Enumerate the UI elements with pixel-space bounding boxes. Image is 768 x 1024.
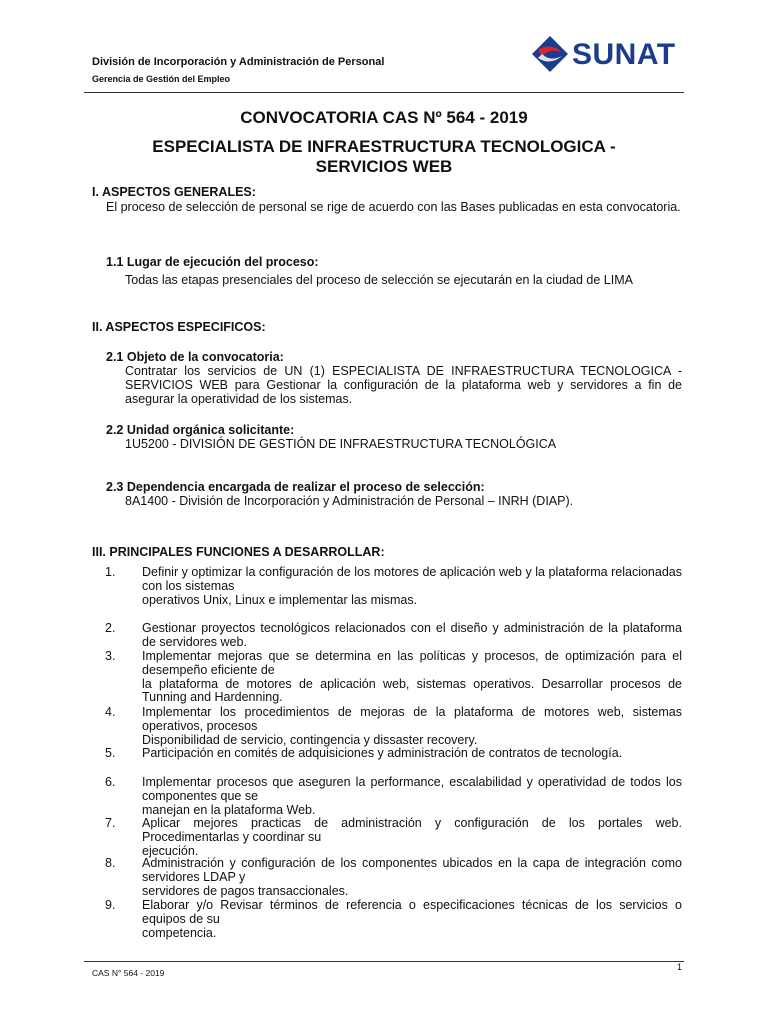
function-text [142,650,682,705]
function-number: 2. [105,621,116,635]
function-line: Implementar mejoras que se determina en las políticas y procesos, de optimización para el desempeño eficiente de [142,649,682,677]
function-number: 9. [105,898,116,912]
function-line: Definir y optimizar la configuración de los motores de aplicación web y la plataforma relacionadas con los sistemas [142,565,682,593]
header-divider [84,92,684,93]
function-text [142,622,682,650]
function-number: 4. [105,705,116,719]
function-number: 7. [105,816,116,830]
section-1-1-heading: 1.1 Lugar de ejecución del proceso: [106,255,319,269]
header-division: División de Incorporación y Administración de Personal [92,56,385,68]
function-line: servidores de pagos transaccionales. [142,883,349,898]
function-number: 5. [105,746,116,760]
section-2-2-text: 1U5200 - DIVISIÓN DE GESTIÓN DE INFRAESTRUCTURA TECNOLÓGICA [125,437,557,451]
function-line: Disponibilidad de servicio, contingencia y dissaster recovery. [142,732,478,747]
function-text [142,899,682,940]
function-line: Elaborar y/o Revisar términos de referencia o especificaciones técnicas de los servicios o equipos de su [142,898,682,926]
section-2-2-heading: 2.2 Unidad orgánica solicitante: [106,423,295,437]
section-2-1-text: Contratar los servicios de UN (1) ESPECIALISTA DE INFRAESTRUCTURA TECNOLOGICA - SERVICIOS WEB para Gestionar la configuración de la plataforma web y servidores a fin de asegurar la operatividad de los sistemas. [125,364,682,407]
section-3-heading: III. PRINCIPALES FUNCIONES A DESARROLLAR: [92,545,385,559]
section-2-heading: II. ASPECTOS ESPECIFICOS: [92,320,266,334]
function-line: Administración y configuración de los componentes ubicados en la capa de integración como servidores LDAP y [142,856,682,884]
function-line: Implementar procesos que aseguren la performance, escalabilidad y operatividad de todos los componentes que se [142,775,682,803]
footer-reference: CAS N° 564 - 2019 [92,968,165,978]
function-number: 6. [105,775,116,789]
function-line: Aplicar mejores practicas de administración y configuración de los portales web. Procedimentarlas y coordinar su [142,816,682,844]
function-line: manejan en la plataforma Web. [142,802,316,817]
page-number: 1 [677,962,683,972]
function-line: la plataforma de motores de aplicación web, sistemas operativos. Desarrollar procesos de Tunning and Hardenning. [142,676,682,705]
sunat-logo-mark-icon [530,34,570,74]
section-1-1-text: Todas las etapas presenciales del proceso de selección se ejecutarán en la ciudad de LIMA [125,273,633,287]
function-line: Implementar los procedimientos de mejoras de la plataforma de motores web, sistemas operativos, procesos [142,705,682,733]
function-number: 1. [105,565,116,579]
function-text [142,706,682,747]
function-number: 3. [105,649,116,663]
header-gerencia: Gerencia de Gestión del Empleo [92,74,231,84]
section-2-1-heading: 2.1 Objeto de la convocatoria: [106,350,284,364]
function-text [142,857,682,898]
function-line: Participación en comités de adquisiciones y administración de contratos de tecnología. [142,746,623,760]
function-number: 8. [105,856,116,870]
logo-text: SUNAT [572,38,676,71]
footer-divider [84,961,684,962]
document-title: CONVOCATORIA CAS Nº 564 - 2019 [240,108,528,127]
function-text [142,566,682,607]
subtitle-line-1: ESPECIALISTA DE INFRAESTRUCTURA TECNOLOGICA - [152,137,616,156]
section-2-3-heading: 2.3 Dependencia encargada de realizar el proceso de selección: [106,480,485,494]
section-2-3-text: 8A1400 - División de Incorporación y Administración de Personal – INRH (DIAP). [125,494,574,508]
function-text [142,776,682,817]
function-text [142,747,682,761]
function-line: operativos Unix, Linux e implementar las mismas. [142,592,418,607]
section-1-text: El proceso de selección de personal se rige de acuerdo con las Bases publicadas en esta convocatoria. [106,200,681,214]
sunat-logo [530,34,690,78]
subtitle-line-2: SERVICIOS WEB [315,157,453,176]
section-1-heading: I. ASPECTOS GENERALES: [92,185,256,199]
function-line: ejecución. [142,843,199,858]
function-line: Gestionar proyectos tecnológicos relacionados con el diseño y administración de la plataforma de servidores web. [142,621,682,649]
function-line: competencia. [142,925,217,940]
function-text [142,817,682,858]
document-subtitle [0,137,768,177]
